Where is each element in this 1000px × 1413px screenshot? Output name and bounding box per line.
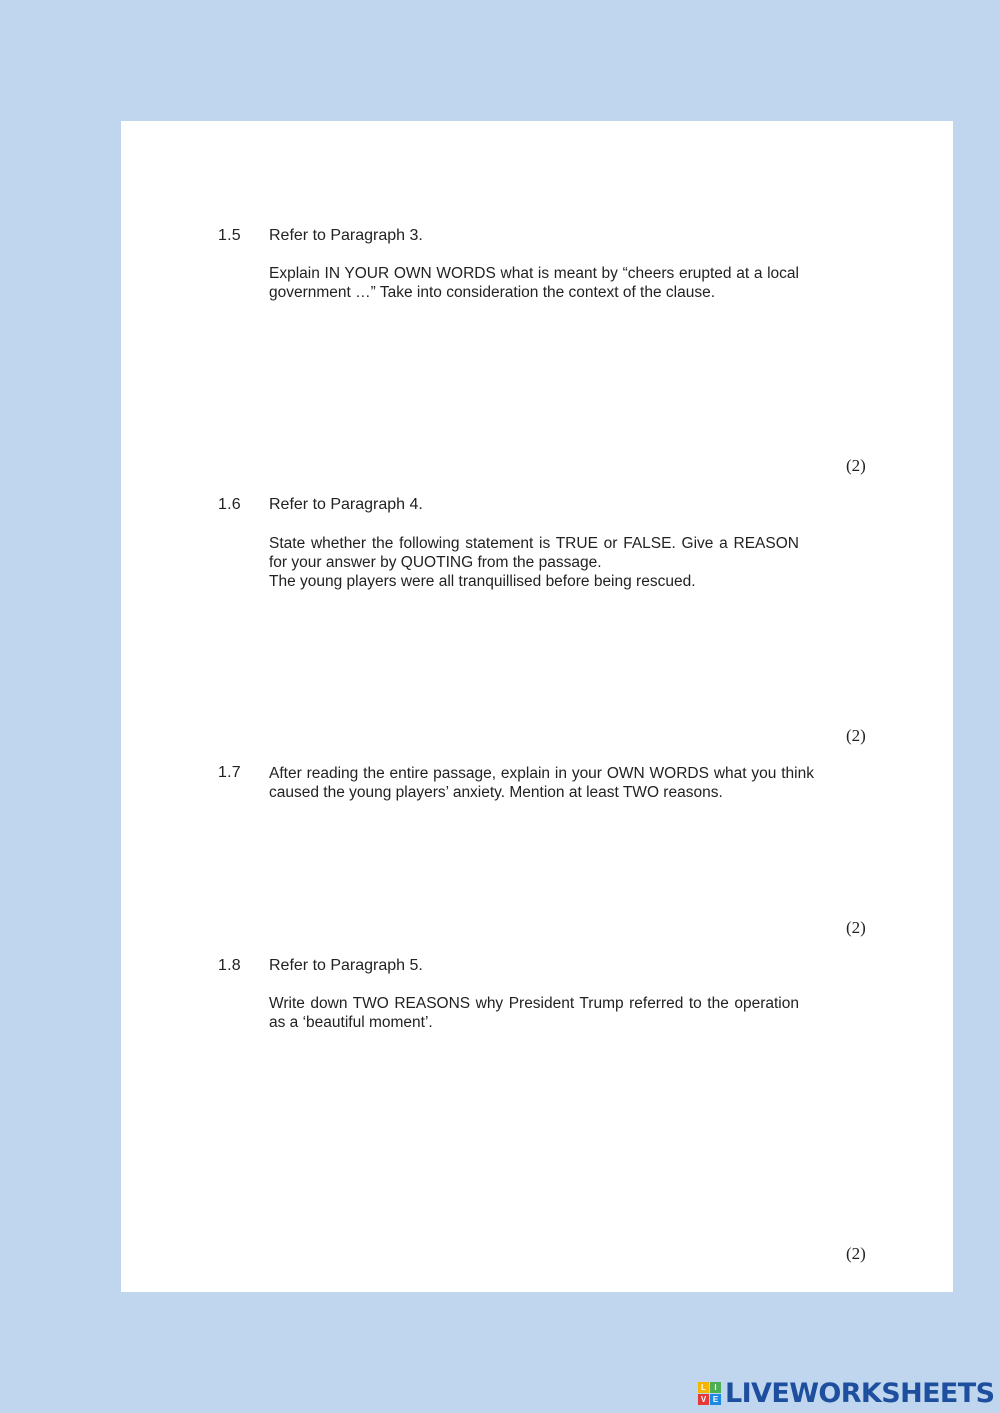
- question-text-line: State whether the following statement is TRUE or FALSE. Give a REASON for your answer by QUOTING from the passage.: [269, 535, 799, 571]
- live-icon: [698, 1382, 721, 1405]
- marks-label: (2): [846, 456, 866, 475]
- marks-label: (2): [846, 1244, 866, 1263]
- question-text-line: Write down TWO REASONS why President Trump referred to the operation as a ‘beautiful moment’.: [269, 995, 799, 1031]
- live-icon-letter: I: [710, 1382, 721, 1393]
- live-icon-letter: V: [698, 1394, 709, 1405]
- marks-label: (2): [846, 918, 866, 937]
- question-text: [269, 534, 799, 591]
- question-number: 1.5: [218, 227, 241, 244]
- live-icon-letter: E: [710, 1394, 721, 1405]
- question-heading: Refer to Paragraph 3.: [269, 227, 423, 244]
- live-icon-letter: L: [698, 1382, 709, 1393]
- liveworksheets-logo: [698, 1376, 994, 1410]
- question-heading: Refer to Paragraph 5.: [269, 957, 423, 974]
- question-number: 1.8: [218, 957, 241, 974]
- question-text-line: Explain IN YOUR OWN WORDS what is meant by “cheers erupted at a local government …” Take into consideration the context of the clause.: [269, 265, 799, 301]
- question-text: [269, 264, 799, 302]
- question-number: 1.7: [218, 764, 241, 781]
- question-text: [269, 764, 814, 802]
- question-number: 1.6: [218, 496, 241, 513]
- question-statement: The young players were all tranquillised before being rescued.: [269, 573, 696, 590]
- marks-label: (2): [846, 726, 866, 745]
- brand-name: LIVEWORKSHEETS: [725, 1377, 995, 1409]
- worksheet-page: [121, 121, 953, 1292]
- question-text: [269, 994, 799, 1032]
- question-heading: Refer to Paragraph 4.: [269, 496, 423, 513]
- question-text-line: After reading the entire passage, explain in your OWN WORDS what you think caused the young players’ anxiety. Mention at least TWO reasons.: [269, 765, 814, 801]
